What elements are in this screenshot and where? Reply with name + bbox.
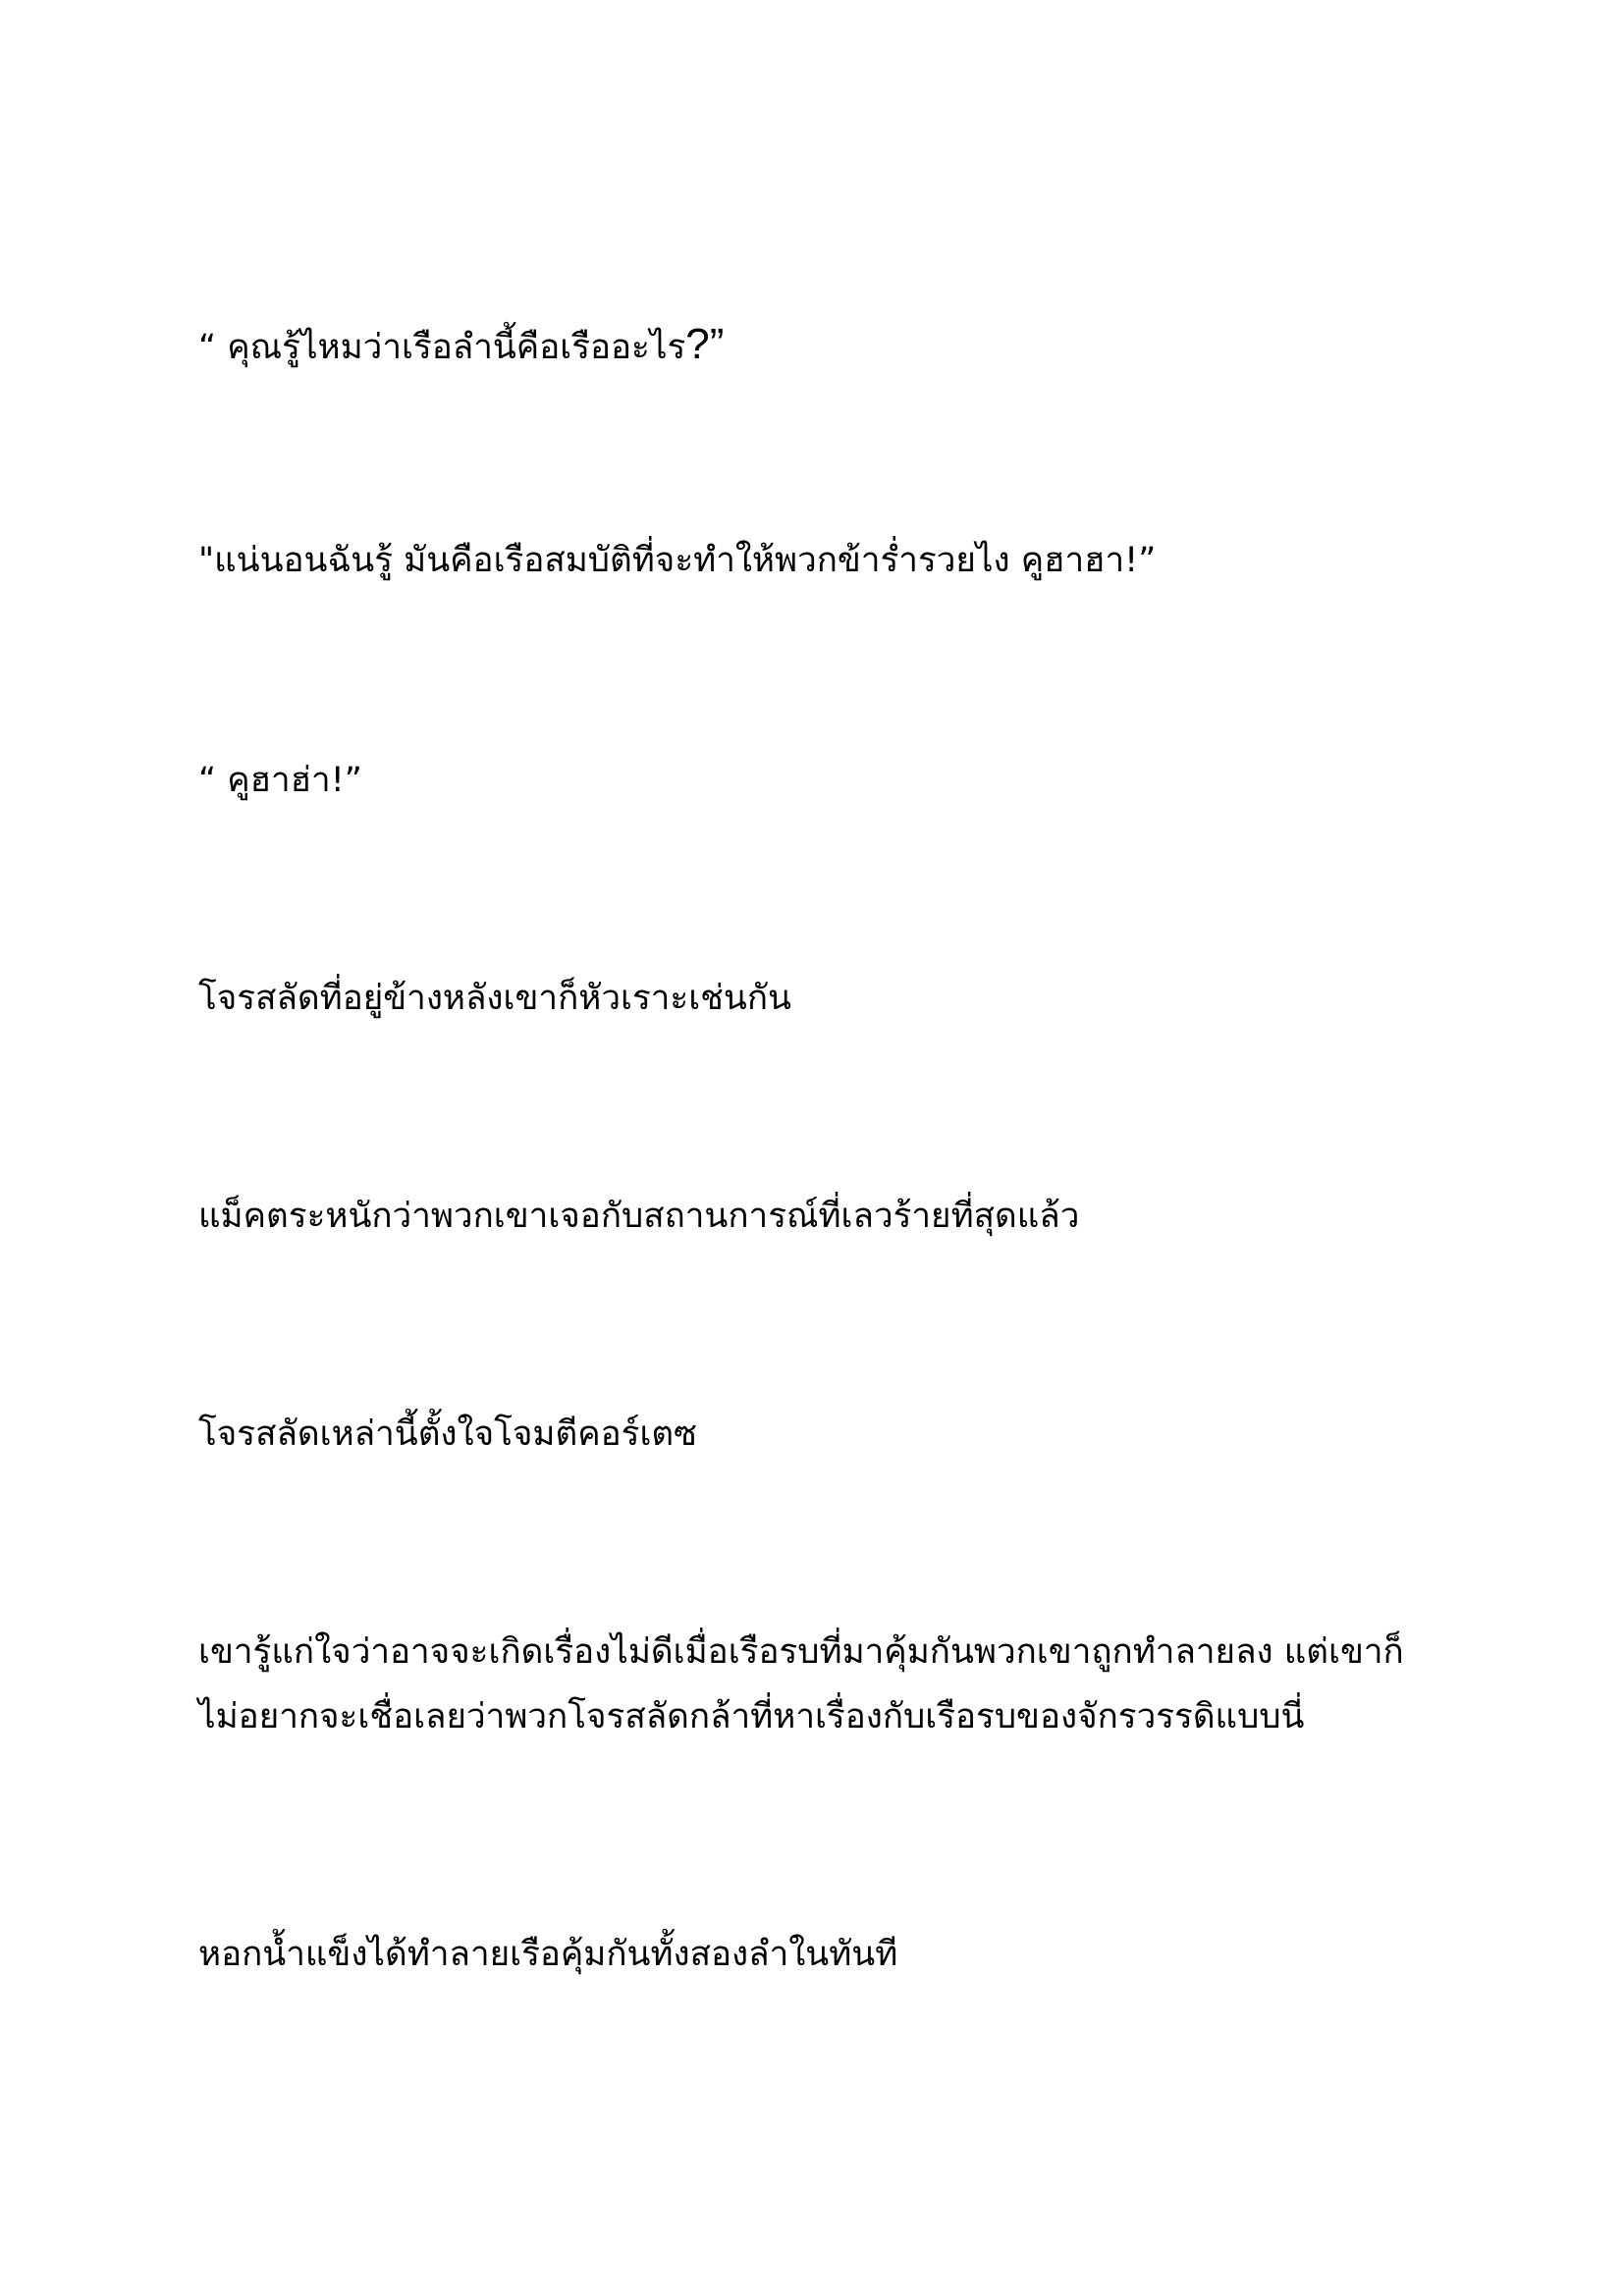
text-line: แม็คตระหนักว่าพวกเขาเจอกับสถานการณ์ที่เลวร้ายที่สุดแล้ว xyxy=(198,1197,1080,1236)
text-line: “ คูฮาฮ่า!” xyxy=(198,761,362,800)
dialogue-paragraph xyxy=(198,528,1465,593)
text-line: โจรสลัดเหล่านี้ตั้งใจโจมตีคอร์เตซ xyxy=(198,1415,697,1454)
narration-paragraph xyxy=(198,1620,1465,1749)
narration-paragraph xyxy=(198,1402,1465,1467)
text-line: ไม่อยากจะเชื่อเลยว่าพวกโจรสลัดกล้าที่หาเรื่องกับเรือรบของจักรวรรดิแบบนี่ xyxy=(198,1697,1305,1736)
question-mark-quote: ?” xyxy=(685,320,725,368)
narration-paragraph xyxy=(198,966,1465,1031)
text-line xyxy=(198,312,1465,380)
text-line: หอกน้ำแข็งได้ทำลายเรือคุ้มกันทั้งสองลำในทันที xyxy=(198,1935,898,1974)
narration-paragraph xyxy=(198,1922,1465,1987)
dialogue-paragraph xyxy=(198,312,1465,380)
dialogue-paragraph xyxy=(198,748,1465,813)
text-line: เขารู้แก่ใจว่าอาจจะเกิดเรื่องไม่ดีเมื่อเรือรบที่มาคุ้มกันพวกเขาถูกทำลายลง แต่เขาก็ xyxy=(198,1632,1404,1672)
text-line: โจรสลัดที่อยู่ข้างหลังเขาก็หัวเราะเช่นกัน xyxy=(198,979,791,1018)
text-line: "แน่นอนฉันรู้ มันคือเรือสมบัติที่จะทำให้พวกข้าร่ำรวยไง คูฮาฮา!” xyxy=(198,541,1157,580)
narration-paragraph xyxy=(198,1184,1465,1249)
text-line-content: “ คุณรู้ไหมว่าเรือลำนี้คือเรืออะไร xyxy=(198,328,686,367)
